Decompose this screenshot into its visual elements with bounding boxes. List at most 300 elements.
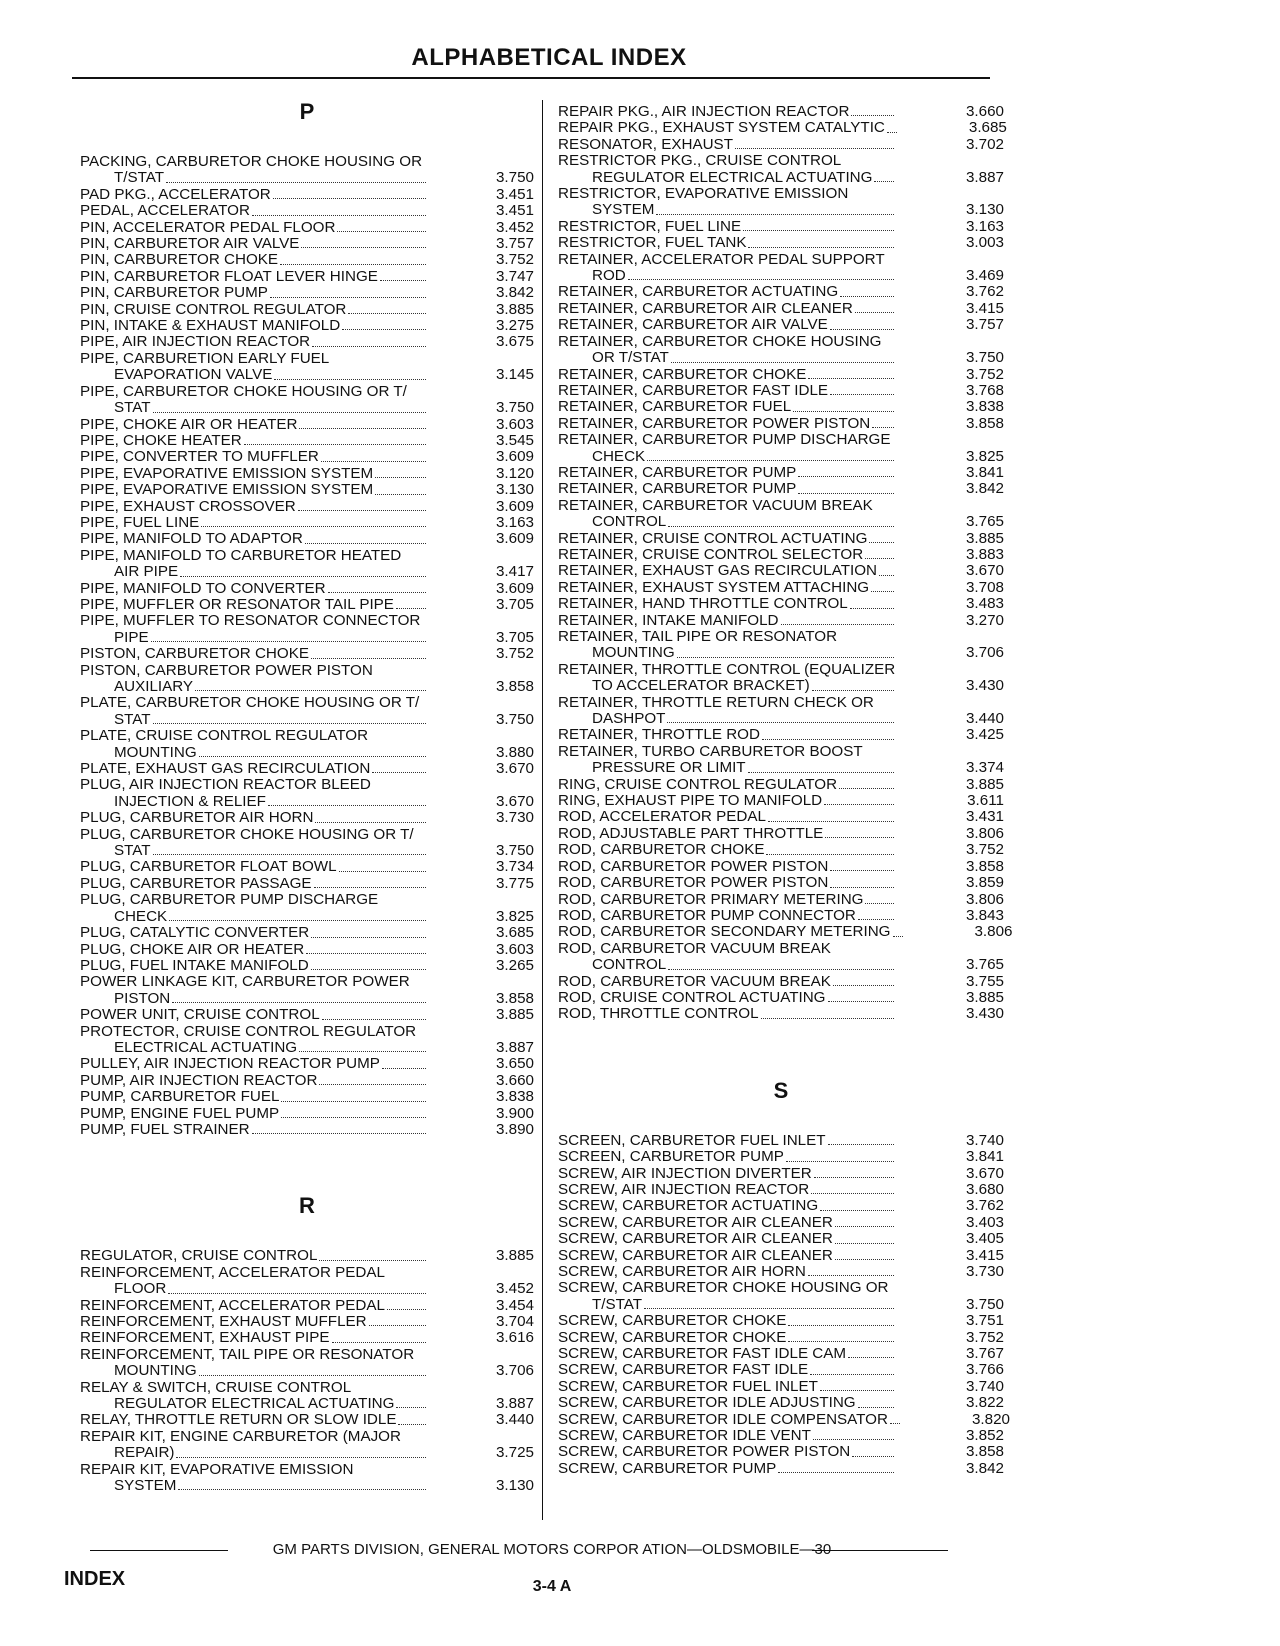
entry-page-number: 3.885 [965,988,1004,1006]
entry-page-number: 3.752 [965,841,1004,859]
index-entry [558,596,1004,612]
index-entry [80,203,534,219]
entry-page-number: 3.858 [965,857,1004,875]
dot-leader [858,919,894,920]
entry-page-number: 3.417 [495,563,534,581]
index-entry [80,663,534,696]
index-entry [558,563,1004,579]
index-entry [558,498,1004,531]
index-entry [558,1182,1004,1198]
dot-leader [153,412,426,413]
index-entry [80,777,534,810]
entry-text: ROD, CARBURETOR SECONDARY METERING [558,923,891,941]
dot-leader [299,428,426,429]
index-entry [558,744,1004,777]
entry-text: SCREW, CARBURETOR AIR HORN [558,1263,806,1280]
index-entry [80,302,534,318]
entry-text: ROD, CARBURETOR PUMP CONNECTOR [558,906,856,924]
entry-text: REGULATOR, CRUISE CONTROL [80,1247,318,1265]
entry-heading: PLUG, CARBURETOR CHOKE HOUSING OR T/ [80,825,414,843]
entry-heading: PROTECTOR, CRUISE CONTROL REGULATOR [80,1022,417,1040]
entry-text: RETAINER, CARBURETOR ACTUATING [558,283,839,301]
entry-page-number: 3.545 [495,431,534,449]
entry-text: RETAINER, CARBURETOR AIR VALVE [558,316,828,334]
index-entry [558,990,1004,1006]
column-divider [542,100,543,1520]
index-entry [558,301,1004,317]
entry-text: ROD, CARBURETOR POWER PISTON [558,857,829,875]
entry-heading: PLUG, AIR INJECTION REACTOR BLEED [80,776,371,794]
entry-page-number: 3.757 [965,316,1004,334]
entry-text: PIPE, CHOKE HEATER [80,431,242,449]
dot-leader [735,148,894,149]
entry-page-number: 3.747 [495,267,534,285]
section-letter: R [299,1193,315,1219]
entry-page-number: 3.425 [965,726,1004,744]
index-entry [558,875,1004,891]
dot-leader [871,591,894,592]
index-entry [80,974,534,1007]
entry-text: SCREEN, CARBURETOR PUMP [558,1148,784,1166]
index-entry [80,1347,534,1380]
entry-text: PUMP, ENGINE FUEL PUMP [80,1104,280,1122]
index-entry [558,842,1004,858]
entry-page-number: 3.130 [495,1477,534,1495]
entry-text: RETAINER, CARBURETOR PUMP [558,480,797,498]
dot-leader [840,296,894,297]
entry-page-number: 3.163 [965,217,1004,235]
entry-continuation: T/STAT [592,1295,643,1313]
entry-page-number: 3.451 [495,185,534,203]
index-entry [558,416,1004,432]
dot-leader [812,690,894,691]
index-entry [80,1330,534,1346]
entry-heading: RETAINER, TURBO CARBURETOR BOOST [558,742,863,760]
dot-leader [178,1489,426,1490]
dot-leader [835,1259,894,1260]
entry-page-number: 3.145 [495,366,534,384]
dot-leader [813,1439,894,1440]
dot-leader [396,1407,426,1408]
entry-page-number: 3.706 [965,644,1004,662]
entry-text: PIPE, AIR INJECTION REACTOR [80,333,311,351]
index-entry [80,859,534,875]
entry-page-number: 3.430 [965,677,1004,695]
dot-leader [824,804,894,805]
dot-leader [671,362,894,363]
index-entry [558,399,1004,415]
dot-leader [387,1309,426,1310]
footer-rule-right [812,1550,948,1551]
index-entry [80,384,534,417]
index-entry [558,580,1004,596]
entry-page-number: 3.852 [965,1427,1004,1445]
dot-leader [398,1424,426,1425]
dot-leader [244,444,426,445]
entry-heading: REPAIR KIT, ENGINE CARBURETOR (MAJOR [80,1427,401,1445]
entry-text: PLUG, CHOKE AIR OR HEATER [80,940,305,958]
entry-page-number: 3.685 [495,924,534,942]
entry-page-number: 3.885 [495,1247,534,1265]
index-entry [80,1024,534,1057]
entry-page-number: 3.885 [965,529,1004,547]
entry-page-number: 3.670 [965,1164,1004,1182]
entry-heading: RETAINER, CARBURETOR CHOKE HOUSING [558,332,882,350]
index-entry [558,826,1004,842]
entry-page-number: 3.708 [965,578,1004,596]
entry-text: SCREW, CARBURETOR AIR CLEANER [558,1230,833,1248]
dot-leader [375,494,426,495]
entry-page-number: 3.858 [495,678,534,695]
dot-leader [865,558,894,559]
footer-division-text: GM PARTS DIVISION, GENERAL MOTORS CORPOR ATION—OLDSMOBILE—30 [272,1541,832,1558]
dot-leader [322,1019,426,1020]
entry-page-number: 3.766 [965,1361,1004,1379]
entry-text: RETAINER, CARBURETOR FUEL [558,398,792,416]
index-entry [80,1106,534,1122]
entry-heading: REPAIR KIT, EVAPORATIVE EMISSION [80,1460,354,1478]
dot-leader [268,805,426,806]
dot-leader [793,411,894,412]
index-entry [80,417,534,433]
index-entry [558,383,1004,399]
index-entry [80,876,534,892]
dot-leader [380,280,426,281]
dot-leader [830,887,894,888]
entry-text: PIN, CARBURETOR PUMP [80,284,268,302]
entry-page-number: 3.003 [965,234,1004,252]
entry-page-number: 3.825 [495,907,534,925]
section-letter: S [773,1077,789,1103]
entry-page-number: 3.275 [495,317,534,335]
index-entry [558,793,1004,809]
entry-text: SCREW, CARBURETOR FAST IDLE CAM [558,1345,847,1363]
dot-leader [176,1457,426,1458]
index-entry [80,925,534,941]
entry-page-number: 3.431 [965,808,1004,826]
entry-text: ROD, THROTTLE CONTROL [558,1005,759,1023]
entry-heading: RETAINER, CARBURETOR PUMP DISCHARGE [558,431,891,449]
dot-leader [656,214,894,215]
entry-text: RING, EXHAUST PIPE TO MANIFOLD [558,792,823,810]
index-entry [558,1198,1004,1214]
entry-page-number: 3.483 [965,595,1004,613]
index-entry [558,1313,1004,1329]
index-entry [558,1362,1004,1378]
dot-leader [820,1390,894,1391]
index-entry [558,1280,1004,1313]
entry-continuation: AUXILIARY [114,678,194,695]
entry-text: ROD, CARBURETOR PRIMARY METERING [558,890,864,908]
entry-text: PIPE, MANIFOLD TO ADAPTOR [80,530,303,548]
index-entry [558,317,1004,333]
entry-continuation: CHECK [592,447,646,465]
dot-leader [825,837,894,838]
entry-page-number: 3.405 [965,1230,1004,1248]
dot-leader [201,526,426,527]
entry-page-number: 3.858 [965,414,1004,432]
entry-page-number: 3.609 [495,497,534,515]
index-entry [80,318,534,334]
entry-text: PIN, ACCELERATOR PEDAL FLOOR [80,218,336,236]
entry-text: ROD, CRUISE CONTROL ACTUATING [558,988,826,1006]
index-entry [558,1231,1004,1247]
entry-text: SCREW, CARBURETOR FAST IDLE [558,1361,809,1379]
index-entry [80,1429,534,1462]
dot-leader [382,1068,426,1069]
dot-leader [281,1101,426,1102]
entry-page-number: 3.750 [495,169,534,187]
dot-leader [299,1051,426,1052]
entry-text: ROD, CARBURETOR VACUUM BREAK [558,972,831,990]
index-entry [558,547,1004,563]
index-entry [80,482,534,498]
dot-leader [166,182,426,183]
entry-continuation: ROD [592,267,626,285]
entry-page-number: 3.750 [965,349,1004,367]
entry-text: PLUG, FUEL INTAKE MANIFOLD [80,956,309,974]
entry-page-number: 3.403 [965,1213,1004,1231]
entry-text: PISTON, CARBURETOR CHOKE [80,645,309,663]
entry-page-number: 3.440 [965,710,1004,728]
index-entry [558,1330,1004,1346]
dot-leader [786,1161,894,1162]
dot-leader [339,871,426,872]
index-entry [558,284,1004,300]
index-entry [80,581,534,597]
entry-continuation: CONTROL [592,513,667,531]
entry-heading: SCREW, CARBURETOR CHOKE HOUSING OR [558,1279,889,1297]
entry-page-number: 3.858 [495,989,534,1007]
entry-continuation: SYSTEM [592,201,655,219]
dot-leader [743,230,894,231]
entry-page-number: 3.660 [965,103,1004,120]
entry-page-number: 3.163 [495,513,534,531]
dot-leader [270,297,426,298]
dot-leader [762,739,894,740]
entry-page-number: 3.609 [495,448,534,466]
entry-page-number: 3.838 [965,398,1004,416]
entry-text: SCREW, CARBURETOR CHOKE [558,1312,787,1330]
dot-leader [798,476,894,477]
dot-leader [319,1260,426,1261]
dot-leader [879,575,894,576]
dot-leader [375,477,426,478]
entry-page-number: 3.885 [495,300,534,318]
entry-page-number: 3.730 [495,809,534,827]
entry-text: ROD, ACCELERATOR PEDAL [558,808,766,826]
entry-page-number: 3.603 [495,415,534,433]
entry-page-number: 3.887 [495,1395,534,1413]
dot-leader [647,460,894,461]
index-entry [558,859,1004,875]
entry-page-number: 3.454 [495,1296,534,1314]
index-entry [80,269,534,285]
dot-leader [833,985,894,986]
entry-text: SCREW, CARBURETOR FUEL INLET [558,1377,818,1395]
entry-page-number: 3.670 [495,792,534,810]
entry-text: REINFORCEMENT, EXHAUST PIPE [80,1329,330,1347]
dot-leader [151,641,426,642]
entry-text: POWER UNIT, CRUISE CONTROL [80,1006,320,1024]
entry-continuation: DASHPOT [592,710,666,728]
entry-page-number: 3.751 [965,1312,1004,1330]
entry-text: RESTRICTOR, FUEL TANK [558,234,747,252]
entry-page-number: 3.757 [495,235,534,253]
index-entry [80,466,534,482]
entry-heading: REINFORCEMENT, ACCELERATOR PEDAL [80,1263,385,1281]
entry-heading: PIPE, MUFFLER TO RESONATOR CONNECTOR [80,612,421,630]
index-entry [558,186,1004,219]
entry-text: RELAY, THROTTLE RETURN OR SLOW IDLE [80,1411,397,1429]
dot-leader [811,1193,894,1194]
entry-page-number: 3.675 [495,333,534,351]
entry-page-number: 3.887 [495,1038,534,1056]
entry-page-number: 3.838 [495,1088,534,1106]
entry-text: PLUG, CARBURETOR PASSAGE [80,874,312,892]
entry-heading: PIPE, CARBURETION EARLY FUEL [80,349,330,367]
index-entry [558,119,1007,137]
entry-text: PUMP, CARBURETOR FUEL [80,1088,280,1106]
entry-continuation: STAT [114,399,151,417]
index-entry [80,187,534,203]
dot-leader [830,394,894,395]
index-entry [558,974,1004,990]
entry-text: PIPE, MANIFOLD TO CONVERTER [80,579,326,597]
index-entry [80,1056,534,1072]
index-entry [80,1412,534,1428]
index-entry [558,1006,1004,1022]
entry-text: RETAINER, EXHAUST SYSTEM ATTACHING [558,578,870,596]
entry-page-number: 3.768 [965,381,1004,399]
dot-leader [199,1375,426,1376]
index-entry [558,219,1004,235]
entry-page-number: 3.752 [495,251,534,269]
index-entry [80,1462,534,1495]
dot-leader [768,821,894,822]
entry-page-number: 3.452 [495,1280,534,1298]
entry-text: PIN, INTAKE & EXHAUST MANIFOLD [80,317,341,335]
entry-continuation: INJECTION & RELIEF [114,792,266,810]
entry-heading: RELAY & SWITCH, CRUISE CONTROL [80,1378,352,1396]
entry-heading: RESTRICTOR PKG., CRUISE CONTROL [558,152,842,170]
index-entry [558,104,1004,120]
entry-heading: RETAINER, CARBURETOR VACUUM BREAK [558,496,873,514]
index-entry [80,548,534,581]
entry-text: SCREW, CARBURETOR AIR CLEANER [558,1246,833,1264]
entry-text: PLATE, EXHAUST GAS RECIRCULATION [80,760,371,778]
dot-leader [348,313,426,314]
dot-leader [855,312,894,313]
entry-page-number: 3.670 [495,760,534,778]
entry-page-number: 3.265 [495,956,534,974]
title-rule [72,77,990,79]
entry-page-number: 3.843 [965,906,1004,924]
dot-leader [781,624,894,625]
index-entry [558,908,1004,924]
index-entry [80,646,534,662]
index-entry [80,334,534,350]
entry-page-number: 3.130 [495,481,534,499]
entry-page-number: 3.842 [965,480,1004,498]
entry-text: RESONATOR, EXHAUST [558,135,733,153]
dot-leader [153,854,426,855]
index-entry [80,892,534,925]
entry-text: RETAINER, CARBURETOR AIR CLEANER [558,299,853,317]
dot-leader [852,1456,894,1457]
entry-page-number: 3.885 [495,1006,534,1024]
entry-page-number: 3.650 [495,1055,534,1073]
index-entry [558,1215,1004,1231]
entry-continuation: STAT [114,710,151,728]
entry-page-number: 3.702 [965,135,1004,153]
entry-page-number: 3.841 [965,1148,1004,1166]
entry-text: RETAINER, CRUISE CONTROL ACTUATING [558,529,868,547]
entry-text: RETAINER, CRUISE CONTROL SELECTOR [558,545,864,563]
section-label: INDEX [64,1568,126,1590]
entry-heading: POWER LINKAGE KIT, CARBURETOR POWER [80,973,410,991]
entry-continuation: REGULATOR ELECTRICAL ACTUATING [114,1395,395,1413]
entry-text: SCREW, CARBURETOR PUMP [558,1459,777,1477]
dot-leader [761,1018,894,1019]
index-column-left [80,96,534,1494]
index-entry [558,809,1004,825]
dot-leader [319,1084,426,1085]
entry-page-number: 3.680 [965,1180,1004,1198]
entry-continuation: OR T/STAT [592,349,669,367]
entry-page-number: 3.430 [965,1005,1004,1023]
entry-page-number: 3.415 [965,1246,1004,1264]
entry-text: ROD, CARBURETOR POWER PISTON [558,874,829,892]
index-entry [80,1122,534,1138]
index-entry [80,1314,534,1330]
entry-page-number: 3.740 [965,1377,1004,1395]
index-entry [558,613,1004,629]
dot-leader [168,1293,426,1294]
index-entry [558,481,1004,497]
entry-text: RETAINER, HAND THROTTLE CONTROL [558,595,848,613]
dot-leader [808,378,894,379]
entry-text: SCREW, CARBURETOR IDLE VENT [558,1427,811,1445]
entry-heading: RESTRICTOR, EVAPORATIVE EMISSION [558,185,849,203]
entry-page-number: 3.762 [965,1197,1004,1215]
entry-text: RETAINER, CARBURETOR CHOKE [558,365,807,383]
entry-text: RETAINER, THROTTLE ROD [558,726,760,744]
entry-page-number: 3.750 [495,399,534,417]
index-entry [80,351,534,384]
entry-text: SCREW, CARBURETOR CHOKE [558,1328,787,1346]
index-entry [558,1166,1004,1182]
entry-page-number: 3.825 [965,447,1004,465]
index-entry [558,629,1004,662]
entry-page-number: 3.822 [965,1394,1004,1412]
index-entry [558,1133,1004,1149]
dot-leader [828,1144,894,1145]
index-entry [558,1444,1004,1460]
entry-continuation: FLOOR [114,1280,167,1298]
dot-leader [848,1357,894,1358]
dot-leader [305,543,426,544]
index-entry [80,810,534,826]
entry-page-number: 3.880 [495,743,534,761]
entry-page-number: 3.374 [965,759,1004,777]
dot-leader [748,247,894,248]
dot-leader [788,1341,894,1342]
dot-leader [887,132,897,133]
dot-leader [872,427,894,428]
index-entry [558,1248,1004,1264]
entry-text: PIPE, EVAPORATIVE EMISSION SYSTEM [80,464,374,482]
